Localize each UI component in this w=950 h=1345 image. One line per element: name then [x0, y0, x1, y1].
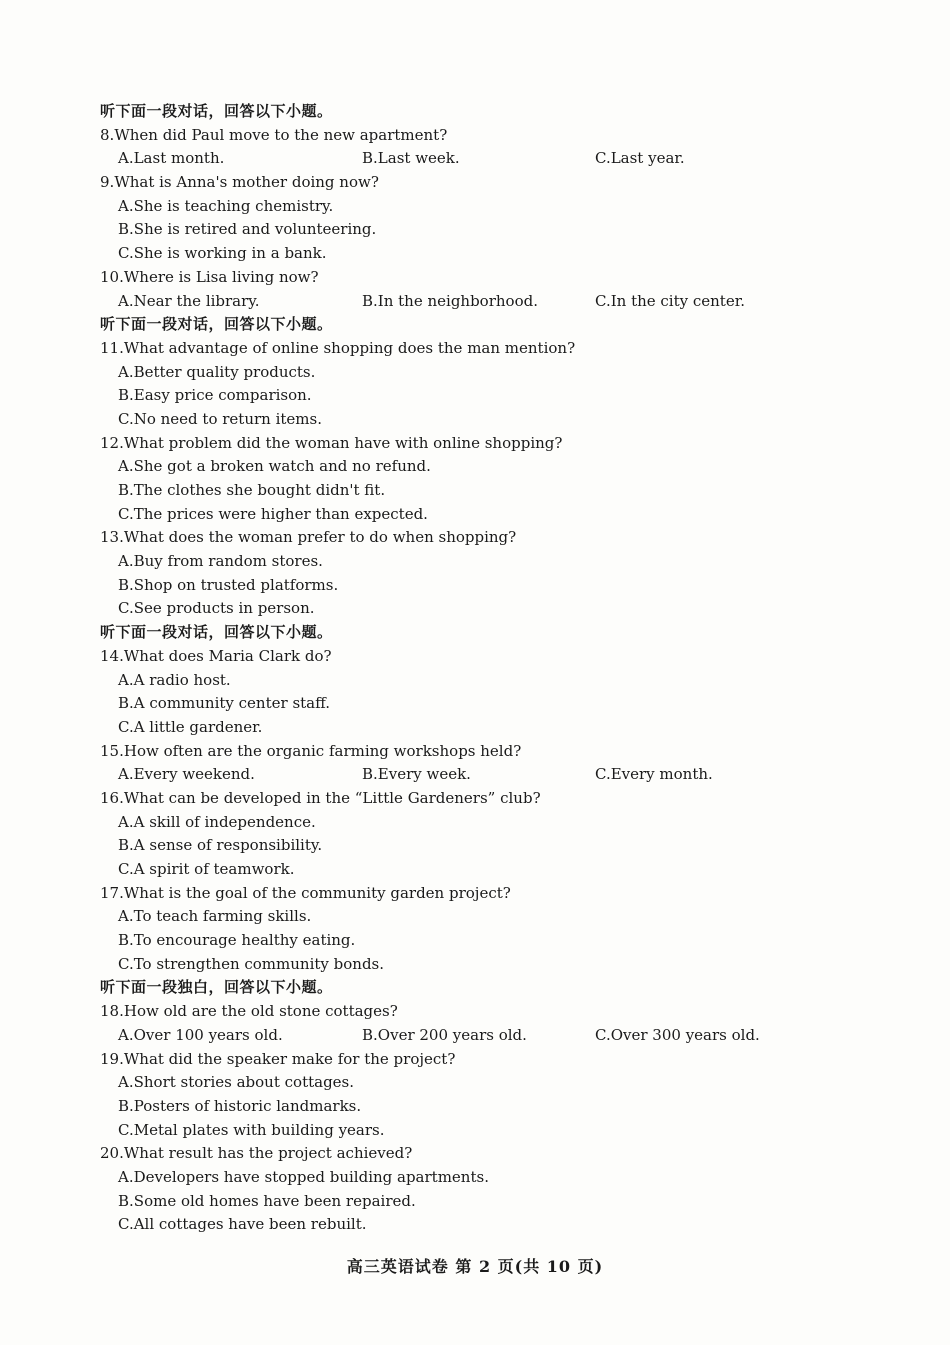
- answer-option: B.Posters of historic landmarks.: [118, 1096, 362, 1115]
- option-row: [0, 290, 950, 314]
- question-number: 12.: [100, 433, 124, 452]
- question-text: What problem did the woman have with online shopping?: [123, 433, 563, 452]
- question-stem: [0, 645, 950, 669]
- question-text: When did Paul move to the new apartment?: [114, 125, 448, 144]
- answer-option: C.In the city center.: [595, 291, 745, 310]
- question-number: 15.: [100, 741, 124, 760]
- question-number: 17.: [100, 883, 124, 902]
- question-text: How old are the old stone cottages?: [123, 1002, 398, 1021]
- answer-option: C.Over 300 years old.: [595, 1025, 760, 1044]
- answer-option: B.A sense of responsibility.: [118, 836, 323, 855]
- question-number: 9.: [100, 173, 115, 192]
- option-row: [0, 147, 950, 171]
- answer-option: A.Better quality products.: [118, 362, 316, 381]
- question-stem: [0, 1000, 950, 1024]
- answer-option: C.She is working in a bank.: [118, 244, 327, 263]
- question-stem: [0, 526, 950, 550]
- question-number: 16.: [100, 788, 124, 807]
- question-number: 13.: [100, 528, 124, 547]
- answer-option: B.Shop on trusted platforms.: [118, 575, 339, 594]
- question-stem: [0, 432, 950, 456]
- answer-option: C.Metal plates with building years.: [118, 1120, 385, 1139]
- question-stem: [0, 882, 950, 906]
- question-text: What advantage of online shopping does the man mention?: [123, 338, 576, 357]
- answer-option: B.A community center staff.: [118, 694, 330, 713]
- answer-option: A.She is teaching chemistry.: [118, 196, 334, 215]
- question-stem: [0, 1142, 950, 1166]
- question-text: What result has the project achieved?: [123, 1144, 413, 1163]
- answer-option: B.Last week.: [362, 149, 460, 168]
- question-number: 18.: [100, 1002, 124, 1021]
- answer-option: A.Every weekend.: [118, 765, 255, 784]
- question-text: What did the speaker make for the project?: [123, 1049, 456, 1068]
- answer-option: B.In the neighborhood.: [362, 291, 538, 310]
- section-directive: 听下面一段独白，回答以下小题。: [100, 978, 333, 997]
- question-text: What is Anna's mother doing now?: [114, 173, 379, 192]
- question-number: 19.: [100, 1049, 124, 1068]
- answer-option: C.The prices were higher than expected.: [118, 504, 428, 523]
- question-text: What is the goal of the community garden project?: [123, 883, 511, 902]
- question-stem: [0, 787, 950, 811]
- question-stem: [0, 124, 950, 148]
- answer-option: B.To encourage healthy eating.: [118, 931, 356, 950]
- question-text: Where is Lisa living now?: [123, 267, 319, 286]
- question-stem: [0, 266, 950, 290]
- option-row: [0, 1024, 950, 1048]
- answer-option: C.A spirit of teamwork.: [118, 860, 295, 878]
- answer-option: A.Last month.: [118, 149, 225, 168]
- question-number: 10.: [100, 267, 124, 286]
- answer-option: B.Over 200 years old.: [362, 1025, 527, 1044]
- answer-option: C.Every month.: [595, 765, 713, 784]
- answer-option: A.She got a broken watch and no refund.: [118, 457, 431, 476]
- question-text: What does the woman prefer to do when shopping?: [123, 528, 517, 547]
- answer-option: C.To strengthen community bonds.: [118, 954, 385, 973]
- question-stem: [0, 740, 950, 764]
- answer-option: B.Every week.: [362, 765, 471, 784]
- answer-option: C.A little gardener.: [118, 717, 263, 736]
- answer-option: C.No need to return items.: [118, 409, 322, 428]
- question-list: [0, 100, 950, 1237]
- answer-option: A.Buy from random stores.: [118, 552, 323, 571]
- question-text: What does Maria Clark do?: [123, 646, 332, 665]
- answer-option: A.A skill of independence.: [118, 812, 316, 831]
- answer-option: C.All cottages have been rebuilt.: [118, 1215, 367, 1234]
- answer-option: A.A radio host.: [118, 670, 231, 689]
- answer-option: B.The clothes she bought didn't fit.: [118, 481, 386, 499]
- section-directive: 听下面一段对话，回答以下小题。: [100, 315, 333, 334]
- question-number: 8.: [100, 125, 115, 144]
- section-directive: 听下面一段对话，回答以下小题。: [100, 623, 333, 642]
- question-text: How often are the organic farming workshops held?: [123, 741, 522, 760]
- question-stem: [0, 1048, 950, 1072]
- question-number: 14.: [100, 646, 124, 665]
- answer-option: A.Short stories about cottages.: [118, 1073, 355, 1092]
- page-footer: 高三英语试卷 第 2 页(共 10 页): [346, 1257, 604, 1276]
- answer-option: B.She is retired and volunteering.: [118, 220, 377, 239]
- question-stem: [0, 337, 950, 361]
- answer-option: B.Some old homes have been repaired.: [118, 1191, 416, 1210]
- answer-option: C.Last year.: [595, 149, 685, 168]
- answer-option: A.Developers have stopped building apartments.: [118, 1167, 489, 1186]
- answer-option: A.Over 100 years old.: [118, 1025, 283, 1044]
- answer-option: C.See products in person.: [118, 599, 315, 618]
- question-number: 20.: [100, 1144, 124, 1163]
- question-text: What can be developed in the “Little Gardeners” club?: [123, 788, 541, 807]
- option-row: [0, 763, 950, 787]
- answer-option: A.To teach farming skills.: [118, 907, 312, 926]
- answer-option: B.Easy price comparison.: [118, 386, 312, 405]
- question-number: 11.: [100, 338, 124, 357]
- section-directive: 听下面一段对话，回答以下小题。: [100, 102, 333, 120]
- question-stem: [0, 171, 950, 195]
- answer-option: A.Near the library.: [118, 291, 260, 310]
